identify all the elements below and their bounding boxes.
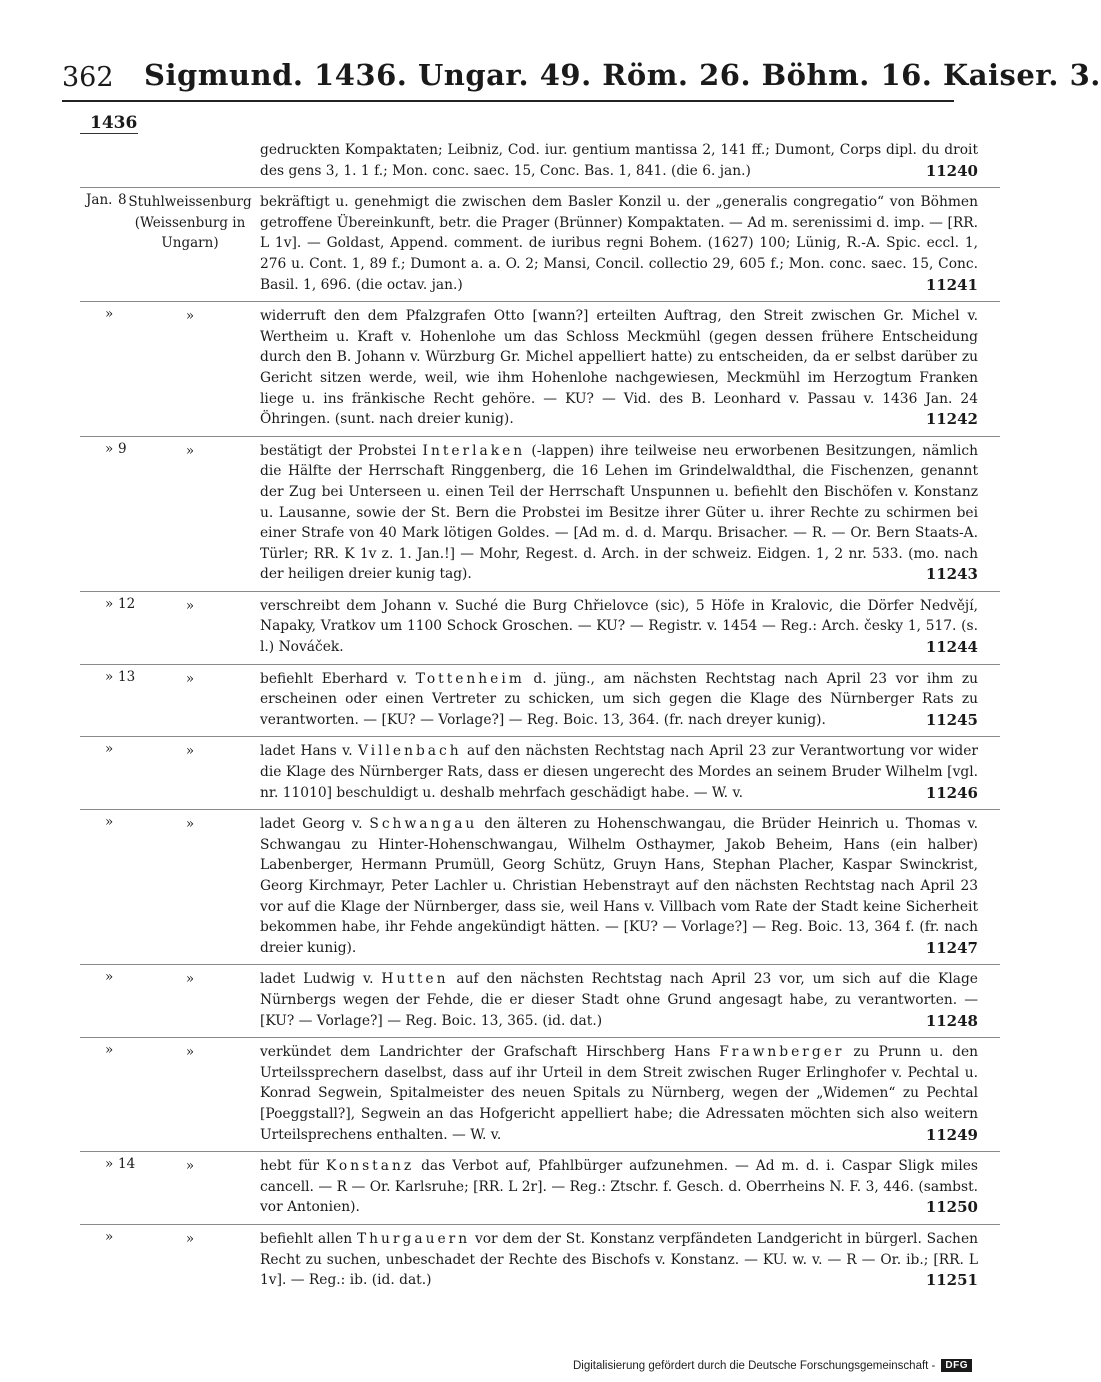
entry-place: » (185, 1158, 195, 1175)
regesta-entries (0, 136, 1000, 1297)
entry-month: » (105, 814, 114, 831)
entry-text (260, 737, 978, 809)
entry-text-prefix: bestätigt der Probstei (260, 442, 423, 459)
entry-date (0, 737, 120, 809)
entry-number: 11248 (925, 1011, 978, 1030)
regest-entry (80, 1151, 1000, 1224)
entry-number: 11241 (925, 275, 978, 294)
entry-name-spaced: Hutten (381, 971, 449, 988)
entry-date (0, 1225, 120, 1297)
entry-date (0, 1152, 136, 1224)
entry-text-prefix: ladet Hans v. (260, 743, 358, 760)
entry-month: » (105, 440, 114, 457)
entry-text (260, 188, 978, 301)
entry-number: 11251 (925, 1271, 978, 1290)
entry-month: » (105, 969, 114, 986)
entry-text (260, 665, 978, 737)
entry-text-body: auf den nächsten Rechtstag nach April 23 zur Verantwortung vor wider die Klage des Nürnberger Rats, dass er diesen ungerecht des Mordes an seinem Bruder Wilhelm [vgl. nr. 11010] beschuldigt u. deshalb mehrfach geschädigt habe. — W. v. (260, 743, 978, 801)
entry-text-body: zu Prunn u. den Urteilssprechern daselbst, dass auf ihr Urteil in dem Streit zwischen Ruger Erlinghofer v. Pechtal u. Konrad Segwein, Spitalmeister des neuen Spitals zu Nürnberg, wegen der „Widemen“ zu Pechtal [Poeggstall?], Segwein an das Hofgericht appelliert habe; die Adressaten möchten sich also weitern Urteilsprechens enthalten. — W. v. (260, 1044, 978, 1143)
entry-name-spaced: Konstanz (325, 1158, 415, 1175)
entry-name-spaced: Tottenheim (415, 670, 525, 687)
entry-text (260, 302, 978, 436)
entry-text-body: auf den nächsten Rechtstag nach April 23 vor, um sich auf die Klage Nürnbergs wegen der Fehde, die er dieser Stadt ohne Grund angesagt habe, zu verantworten. — [KU? — Vorlage?] — Reg. Boic. 13, 365. (id. dat.) (260, 971, 978, 1029)
entry-number: 11240 (925, 161, 978, 180)
dfg-logo: DFG (941, 1359, 972, 1372)
entry-place: » (185, 597, 195, 614)
entry-place: » (185, 1044, 195, 1061)
regest-entry (80, 1224, 1000, 1297)
entry-day: 13 (118, 668, 136, 685)
entry-text (260, 810, 978, 964)
entry-text-prefix: ladet Ludwig v. (260, 971, 382, 988)
entry-place: » (185, 308, 195, 325)
entry-text (260, 592, 978, 664)
regest-entry (80, 1037, 1000, 1151)
entry-place (120, 136, 260, 187)
entry-text-prefix: befiehlt allen (260, 1230, 357, 1247)
entry-month: » (105, 1042, 114, 1059)
entry-place: » (185, 743, 195, 760)
entry-day: 12 (118, 595, 136, 612)
entry-number: 11243 (925, 565, 978, 584)
entry-text-body: das Verbot auf, Pfahlbürger aufzunehmen. — Ad m. d. i. Caspar Sligk miles cancell. — R — Or. Karlsruhe; [RR. L 2r]. — Reg.: Ztschr. f. Gesch. d. Oberrheins N. F. 3, 446. (sambst. vor Antonien). (260, 1158, 978, 1216)
entry-text-body: bekräftigt u. genehmigt die zwischen dem Basler Konzil u. der „generalis congregatio“ von Böhmen getroffene Übereinkunft, betr. die Prager (Brünner) Kompaktaten. — Ad m. serenissimi d. imp. — [RR. L 1v]. — Goldast, Append. comment. de iuribus regni Bohem. (1627) 100; Lünig, R.-A. Spic. eccl. 1, 276 u. Cont. 1, 89 f.; Dumont a. a. O. 2; Mansi, Concil. collectio 29, 605 f.; Mon. conc. saec. 15, Conc. Basil. 1, 696. (die octav. jan.) (260, 194, 978, 293)
footer-text: Digitalisierung gefördert durch die Deutsche Forschungsgemeinschaft - (572, 1359, 936, 1372)
entry-number: 11246 (925, 783, 978, 802)
entry-date (0, 302, 120, 436)
regest-entry (80, 664, 1000, 737)
entry-month: » (105, 1228, 114, 1245)
entry-day: 8 (118, 192, 127, 209)
page-number: 362 (62, 62, 114, 93)
entry-place: » (185, 971, 195, 988)
entry-text-prefix: ladet Georg v. (260, 816, 370, 833)
entry-date (0, 188, 127, 301)
entry-text (260, 1225, 978, 1297)
entry-place: » (185, 1230, 195, 1247)
entry-text-body: gedruckten Kompaktaten; Leibniz, Cod. iur. gentium mantissa 2, 141 ff.; Dumont, Corps dipl. du droit des gens 3, 1. 1 f.; Mon. conc. saec. 15, Conc. Bas. 1, 841. (die 6. jan.) (260, 142, 978, 179)
regest-entry (80, 436, 1000, 591)
entry-text-body: den älteren zu Hohenschwangau, die Brüder Heinrich u. Thomas v. Schwangau zu Hinter-Hohenschwangau, Wilhelm Osthaymer, Jakob Beheim, Hans (ein halber) Labenberger, Hermann Prumüll, Georg Schütz, Gruyn Hans, Stephan Placher, Kaspar Swinckrist, Georg Kirchmayr, Peter Lachler u. Christian Hebenstrayt auf den nächsten Rechtstag nach April 23 vor auf die Klage der Nürnberger, dass sie, weil Hans v. Villbach vom Rate der Stadt keine Sicherheit bekommen habe, ihr Fehde angekündigt hätten. — [KU? — Vorlage?] — Reg. Boic. 13, 364 f. (fr. nach dreier kunig). (260, 816, 978, 956)
entry-name-spaced: Schwangau (369, 816, 478, 833)
entry-date (0, 136, 120, 187)
entry-text-prefix: hebt für (260, 1158, 326, 1175)
entry-text-body: widerruft den dem Pfalzgrafen Otto [wann?] erteilten Auftrag, den Streit zwischen Gr. Michel v. Wertheim u. Kraft v. Hohenlohe um das Schloss Meckmühl (gegen dessen frühere Entscheidung durch den B. Johann v. Würzburg Gr. Michel appelliert hatte) zu entscheiden, da er selbst darüber zu Gericht sitzen werde, weil, wie ihm Hohenlohe nachgewiesen, Meckmühl im Herzogtum Franken liege u. ins fränkische Recht gehöre. — KU? — Vid. des B. Leonhard v. Passau v. 1436 Jan. 24 Öhringen. (sunt. nach dreier kunig). (260, 308, 978, 428)
entry-number: 11249 (925, 1125, 978, 1144)
entry-month: Jan. (86, 192, 113, 209)
entry-name-spaced: Thurgauern (356, 1230, 471, 1247)
regest-entry (80, 736, 1000, 809)
entry-date (0, 592, 136, 664)
entry-date (0, 665, 136, 737)
entry-number: 11244 (925, 638, 978, 657)
entry-text (260, 437, 978, 591)
regest-entry (80, 964, 1000, 1037)
year-label: 1436 (90, 113, 138, 133)
entry-date (0, 437, 127, 591)
entry-number: 11242 (925, 410, 978, 429)
entry-number: 11247 (925, 938, 978, 957)
entry-date (0, 965, 120, 1037)
entry-text-body: vor dem der St. Konstanz verpfändeten Landgericht in bürgerl. Sachen Recht zu suchen, unbeschadet der Rechte des Bischofs v. Konstanz. — KU. w. v. — R — Or. ib.; [RR. L 1v]. — Reg.: ib. (id. dat.) (260, 1230, 978, 1289)
entry-date (0, 1038, 120, 1151)
entry-month: » (105, 595, 114, 612)
entry-text (260, 136, 978, 187)
header-rule (62, 100, 954, 102)
entry-text (260, 965, 978, 1037)
regest-entry (80, 809, 1000, 964)
entry-month: » (105, 741, 114, 758)
entry-place: Stuhlweissenburg (Weissenburg in Ungarn) (128, 194, 252, 252)
entry-date (0, 810, 120, 964)
entry-name-spaced: Villenbach (357, 743, 462, 760)
entry-month: » (105, 1156, 114, 1173)
footer (573, 1359, 972, 1372)
entry-text-body: (-lappen) ihre teilweise neu erworbenen Besitzungen, nämlich die Hälfte der Herrschaft Ringgenberg, die 16 Lehen im Grindelwaldthal, die Fischenzen, genannt der Zug bei Unterseen u. einen Teil der Herrschaft Unspunnen u. befiehlt den Bischöfen v. Konstanz u. Lausanne, sowie der St. Bern die Probstei im Besitze ihrer Güter u. ihrer Rechte zu schirmen bei einer Strafe von 40 Mark lötigen Goldes. — [Ad m. d. d. Marqu. Brisacher. — R. — Or. Bern Staats-A. Türler; RR. K 1v z. 1. Jan.!] — Mohr, Regest. d. Arch. in der schweiz. Eidgen. 1, 2 nr. 533. (mo. nach der heiligen dreier kunig tag). (260, 442, 978, 583)
entry-place: » (185, 442, 195, 459)
regest-entry (80, 301, 1000, 436)
regest-entry (0, 136, 1000, 187)
entry-month: » (105, 306, 114, 323)
entry-number: 11250 (925, 1198, 978, 1217)
entry-text-body: verschreibt dem Johann v. Suché die Burg Chřielovce (sic), 5 Höfe in Kralovic, die Dörfer Nedvějí, Napaky, Vratkov um 1100 Schock Groschen. — KU? — Registr. v. 1454 — Reg.: Arch. česky 1, 517. (s. l.) Nováček. (260, 597, 978, 656)
page-header (62, 58, 1101, 98)
entry-day: 9 (118, 440, 127, 457)
entry-month: » (105, 668, 114, 685)
entry-text-prefix: befiehlt Eberhard v. (260, 670, 416, 687)
entry-place: » (185, 816, 195, 833)
entry-place: » (185, 670, 195, 687)
regest-entry (80, 591, 1000, 664)
entry-name-spaced: Frawnberger (719, 1044, 845, 1061)
entry-text (260, 1152, 978, 1224)
entry-name-spaced: Interlaken (422, 442, 526, 459)
entry-text-body: d. jüng., am nächsten Rechtstag nach April 23 vor ihm zu erscheinen oder einen Vertreter zu schicken, um sich gegen die Klage des Nürnberger Rats zu verantworten. — [KU? — Vorlage?] — Reg. Boic. 13, 364. (fr. nach dreyer kunig). (260, 670, 978, 728)
page-title: Sigmund. 1436. Ungar. 49. Röm. 26. Böhm. 16. Kaiser. 3. (144, 58, 1101, 92)
entry-text-prefix: verkündet dem Landrichter der Grafschaft Hirschberg Hans (260, 1044, 720, 1061)
entry-day: 14 (118, 1156, 136, 1173)
year-rule (80, 133, 138, 134)
regest-entry (80, 187, 1000, 301)
entry-number: 11245 (925, 710, 978, 729)
entry-text (260, 1038, 978, 1151)
